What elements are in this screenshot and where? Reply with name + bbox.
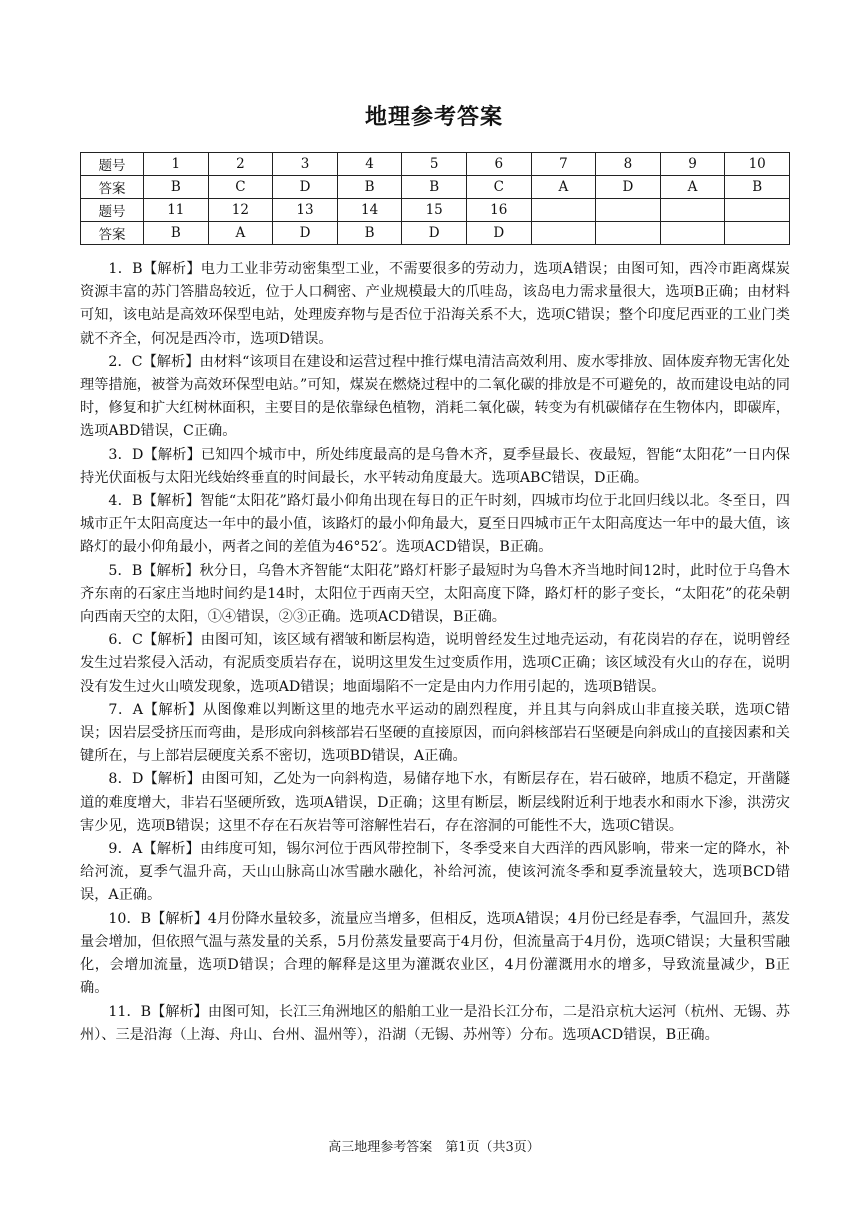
explanation-paragraph: 1．B【解析】电力工业非劳动密集型工业，不需要很多的劳动力，选项A错误；由图可知，西冷市距离煤炭资源丰富的苏门答腊岛较近，位于人口稠密、产业规模最大的爪哇岛，该岛电力需求量很大，选项B正确；由材料可知，该电站是高效环保型电站，处理废弃物与是否位于沿海关系不大，选项C错误；整个印度尼西亚的工业门类就不齐全，何况是西冷市，选项D错误。 xyxy=(80,261,790,347)
table-cell: B xyxy=(402,176,467,199)
table-cell: D xyxy=(273,176,338,199)
table-cell xyxy=(531,199,596,222)
table-cell: 5 xyxy=(402,153,467,176)
table-cell: D xyxy=(402,222,467,245)
explanation-paragraph: 5．B【解析】秋分日，乌鲁木齐智能“太阳花”路灯杆影子最短时为乌鲁木齐当地时间12时，此时位于乌鲁木齐东南的石家庄当地时间约是14时，太阳位于西南天空，太阳高度下降，路灯杆的影子变长，“太阳花”的花朵朝向西南天空的太阳，①④错误，②③正确。选项ACD错误，B正确。 xyxy=(80,562,790,626)
answer-table xyxy=(80,152,790,245)
row-header-cell: 题号 xyxy=(81,199,144,222)
page-footer: 高三地理参考答案 第1页（共3页） xyxy=(328,1140,540,1155)
row-header-cell: 答案 xyxy=(81,176,144,199)
table-cell: D xyxy=(466,222,531,245)
table-cell: 11 xyxy=(144,199,209,222)
explanation-paragraph: 8．D【解析】由图可知，乙处为一向斜构造，易储存地下水，有断层存在，岩石破碎，地质不稳定，开凿隧道的难度增大，非岩石坚硬所致，选项A错误，D正确；这里有断层，断层线附近利于地表水和雨水下渗，洪涝灾害少见，选项B错误；这里不存在石灰岩等可溶解性岩石，存在溶洞的可能性不大，选项C错误。 xyxy=(80,771,790,834)
table-cell xyxy=(660,222,725,245)
table-cell: 9 xyxy=(660,153,725,176)
explanation-paragraph: 6．C【解析】由图可知，该区域有褶皱和断层构造，说明曾经发生过地壳运动，有花岗岩的存在，说明曾经发生过岩浆侵入活动，有泥质变质岩存在，说明这里发生过变质作用，选项C正确；该区域没有火山的存在，说明没有发生过火山喷发现象，选项AD错误；地面塌陷不一定是由内力作用引起的，选项B错误。 xyxy=(80,632,790,695)
table-cell: C xyxy=(208,176,273,199)
explanation-paragraph: 4．B【解析】智能“太阳花”路灯最小仰角出现在每日的正午时刻，四城市均位于北回归线以北。冬至日，四城市正午太阳高度达一年中的最小值，该路灯的最小仰角最大，夏至日四城市正午太阳高度达一年中的最大值，该路灯的最小仰角最小，两者之间的差值为46°52′。选项ACD错误，B正确。 xyxy=(80,493,790,556)
table-cell: 4 xyxy=(337,153,402,176)
explanation-paragraph: 11．B【解析】由图可知，长江三角洲地区的船舶工业一是沿长江分布，二是沿京杭大运河（杭州、无锡、苏州）、三是沿海（上海、舟山、台州、温州等），沿湖（无锡、苏州等）分布。选项ACD错误，B正确。 xyxy=(80,1003,790,1043)
answer-table-row xyxy=(81,199,790,222)
explanation-paragraph: 10．B【解析】4月份降水量较多，流量应当增多，但相反，选项A错误；4月份已经是春季，气温回升，蒸发量会增加，但依照气温与蒸发量的关系，5月份蒸发量要高于4月份，但流量高于4月份，选项C错误；大量积雪融化，会增加流量，选项D错误；合理的解释是这里为灌溉农业区，4月份灌溉用水的增多，导致流量减少，B正确。 xyxy=(80,910,790,997)
table-cell: 12 xyxy=(208,199,273,222)
table-cell: B xyxy=(725,176,790,199)
table-cell: 13 xyxy=(273,199,338,222)
table-cell: B xyxy=(144,176,209,199)
table-cell: 16 xyxy=(466,199,531,222)
row-header-cell: 题号 xyxy=(81,153,144,176)
table-cell: C xyxy=(466,176,531,199)
table-cell: B xyxy=(144,222,209,245)
answer-table-row xyxy=(81,222,790,245)
table-cell: 10 xyxy=(725,153,790,176)
page-title: 地理参考答案 xyxy=(364,105,503,130)
table-cell xyxy=(531,222,596,245)
table-cell xyxy=(596,222,661,245)
table-cell: 8 xyxy=(596,153,661,176)
table-cell: A xyxy=(531,176,596,199)
answer-table-row xyxy=(81,153,790,176)
table-cell: 14 xyxy=(337,199,402,222)
table-cell xyxy=(596,199,661,222)
table-cell xyxy=(725,199,790,222)
table-cell xyxy=(725,222,790,245)
explanation-paragraph: 9．A【解析】由纬度可知，锡尔河位于西风带控制下，冬季受来自大西洋的西风影响，带来一定的降水，补给河流，夏季气温升高，天山山脉高山冰雪融水融化，补给河流，使该河流冬季和夏季流量较大，选项BCD错误，A正确。 xyxy=(80,841,790,904)
explanation-paragraph: 3．D【解析】已知四个城市中，所处纬度最高的是乌鲁木齐，夏季昼最长、夜最短，智能“太阳花”一日内保持光伏面板与太阳光线始终垂直的时间最长，水平转动角度最大。选项ABC错误，D正确。 xyxy=(80,446,790,486)
table-cell: A xyxy=(660,176,725,199)
explanations xyxy=(80,258,790,1047)
table-cell: 1 xyxy=(144,153,209,176)
table-cell xyxy=(660,199,725,222)
table-cell: 15 xyxy=(402,199,467,222)
table-cell: 6 xyxy=(466,153,531,176)
table-cell: B xyxy=(337,176,402,199)
answer-table-row xyxy=(81,176,790,199)
table-cell: 7 xyxy=(531,153,596,176)
table-cell: 2 xyxy=(208,153,273,176)
table-cell: D xyxy=(273,222,338,245)
table-cell: B xyxy=(337,222,402,245)
table-cell: A xyxy=(208,222,273,245)
table-cell: 3 xyxy=(273,153,338,176)
explanation-paragraph: 7．A【解析】从图像难以判断这里的地壳水平运动的剧烈程度，并且其与向斜成山非直接关联，选项C错误；因岩层受挤压而弯曲，是形成向斜核部岩石坚硬的直接原因，而向斜核部岩石坚硬是向斜成山的直接因素和关键所在，与上部岩层硬度关系不密切，选项BD错误，A正确。 xyxy=(80,701,790,765)
explanation-paragraph: 2．C【解析】由材料“该项目在建设和运营过程中推行煤电清洁高效利用、废水零排放、固体废弃物无害化处理等措施，被誉为高效环保型电站。”可知，煤炭在燃烧过程中的二氧化碳的排放是不可避免的，故而建设电站的同时，修复和扩大红树林面积，主要目的是依靠绿色植物，消耗二氧化碳，转变为有机碳储存在生物体内，即碳库，选项ABD错误，C正确。 xyxy=(80,353,790,440)
row-header-cell: 答案 xyxy=(81,222,144,245)
table-cell: D xyxy=(596,176,661,199)
